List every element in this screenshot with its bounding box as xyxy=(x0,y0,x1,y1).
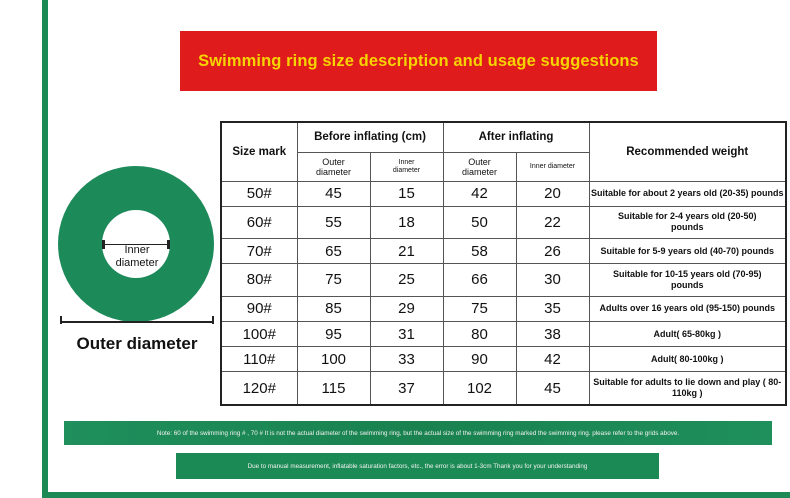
size-mark-cell: 110# xyxy=(221,347,297,372)
header-recommended-weight: Recommended weight xyxy=(589,122,786,181)
note-banner-measurement-error xyxy=(176,453,659,479)
after-inner-cell: 42 xyxy=(516,347,589,372)
note-banner-actual-size xyxy=(64,421,772,445)
table-row xyxy=(221,372,786,405)
outer-diameter-tick-right xyxy=(212,316,214,324)
before-inner-cell: 21 xyxy=(370,239,443,264)
header-size-mark: Size mark xyxy=(221,122,297,181)
table-row xyxy=(221,206,786,238)
before-inner-cell: 33 xyxy=(370,347,443,372)
size-mark-cell: 70# xyxy=(221,239,297,264)
bottom-green-border xyxy=(42,492,790,498)
table-row xyxy=(221,181,786,206)
after-outer-cell: 75 xyxy=(443,296,516,321)
after-outer-cell: 102 xyxy=(443,372,516,405)
inner-diameter-tick-right xyxy=(167,240,170,249)
table-row xyxy=(221,264,786,296)
size-mark-cell: 60# xyxy=(221,206,297,238)
note-text-actual-size: Note: 60 of the swimming ring # , 70 # It is not the actual diameter of the swimming ring, but the actual size of the swimming ring marked the swimming ring. please refer to the grids above. xyxy=(156,429,680,437)
weight-cell: Suitable for 5-9 years old (40-70) pounds xyxy=(589,239,786,264)
weight-cell: Suitable for 2-4 years old (20-50) pounds xyxy=(589,206,786,238)
size-mark-cell: 80# xyxy=(221,264,297,296)
table-row xyxy=(221,347,786,372)
before-inner-cell: 25 xyxy=(370,264,443,296)
after-outer-cell: 50 xyxy=(443,206,516,238)
before-outer-cell: 65 xyxy=(297,239,370,264)
size-mark-cell: 50# xyxy=(221,181,297,206)
header-after-inflating: After inflating xyxy=(443,122,589,152)
title-banner xyxy=(180,31,657,91)
after-inner-cell: 26 xyxy=(516,239,589,264)
before-inner-cell: 18 xyxy=(370,206,443,238)
weight-cell: Suitable for adults to lie down and play ( 80-110kg ) xyxy=(589,372,786,405)
weight-cell: Suitable for 10-15 years old (70-95) pounds xyxy=(589,264,786,296)
before-inner-cell: 29 xyxy=(370,296,443,321)
before-outer-cell: 75 xyxy=(297,264,370,296)
inner-diameter-tick-left xyxy=(102,240,105,249)
inner-diameter-label: Inner diameter xyxy=(115,244,159,269)
table-row xyxy=(221,321,786,346)
before-inner-cell: 15 xyxy=(370,181,443,206)
after-inner-cell: 30 xyxy=(516,264,589,296)
size-table xyxy=(220,121,787,406)
after-outer-cell: 80 xyxy=(443,321,516,346)
after-outer-cell: 66 xyxy=(443,264,516,296)
after-outer-cell: 58 xyxy=(443,239,516,264)
outer-diameter-tick-left xyxy=(60,316,62,324)
page-title: Swimming ring size description and usage suggestions xyxy=(198,51,639,70)
after-inner-cell: 35 xyxy=(516,296,589,321)
size-mark-cell: 90# xyxy=(221,296,297,321)
before-outer-cell: 115 xyxy=(297,372,370,405)
before-outer-cell: 100 xyxy=(297,347,370,372)
before-outer-cell: 55 xyxy=(297,206,370,238)
before-outer-cell: 95 xyxy=(297,321,370,346)
subheader-before-outer: Outer diameter xyxy=(297,152,370,181)
before-outer-cell: 45 xyxy=(297,181,370,206)
after-inner-cell: 20 xyxy=(516,181,589,206)
weight-cell: Suitable for about 2 years old (20-35) pounds xyxy=(589,181,786,206)
weight-cell: Adults over 16 years old (95-150) pounds xyxy=(589,296,786,321)
after-inner-cell: 45 xyxy=(516,372,589,405)
table-row xyxy=(221,239,786,264)
subheader-before-inner: Inner diameter xyxy=(370,152,443,181)
size-mark-cell: 120# xyxy=(221,372,297,405)
size-mark-cell: 100# xyxy=(221,321,297,346)
after-outer-cell: 90 xyxy=(443,347,516,372)
before-outer-cell: 85 xyxy=(297,296,370,321)
table-row xyxy=(221,296,786,321)
note-text-measurement-error: Due to manual measurement, inflatable saturation factors, etc., the error is about 1-3cm Thank you for your understanding xyxy=(247,462,588,470)
before-inner-cell: 31 xyxy=(370,321,443,346)
after-inner-cell: 38 xyxy=(516,321,589,346)
outer-diameter-line xyxy=(60,321,214,323)
header-before-inflating: Before inflating (cm) xyxy=(297,122,443,152)
after-outer-cell: 42 xyxy=(443,181,516,206)
table-header-row xyxy=(221,122,786,152)
weight-cell: Adult( 80-100kg ) xyxy=(589,347,786,372)
before-inner-cell: 37 xyxy=(370,372,443,405)
subheader-after-outer: Outer diameter xyxy=(443,152,516,181)
left-green-border xyxy=(42,0,48,498)
subheader-after-inner: Inner diameter xyxy=(516,152,589,181)
after-inner-cell: 22 xyxy=(516,206,589,238)
outer-diameter-label: Outer diameter xyxy=(76,334,198,353)
weight-cell: Adult( 65-80kg ) xyxy=(589,321,786,346)
